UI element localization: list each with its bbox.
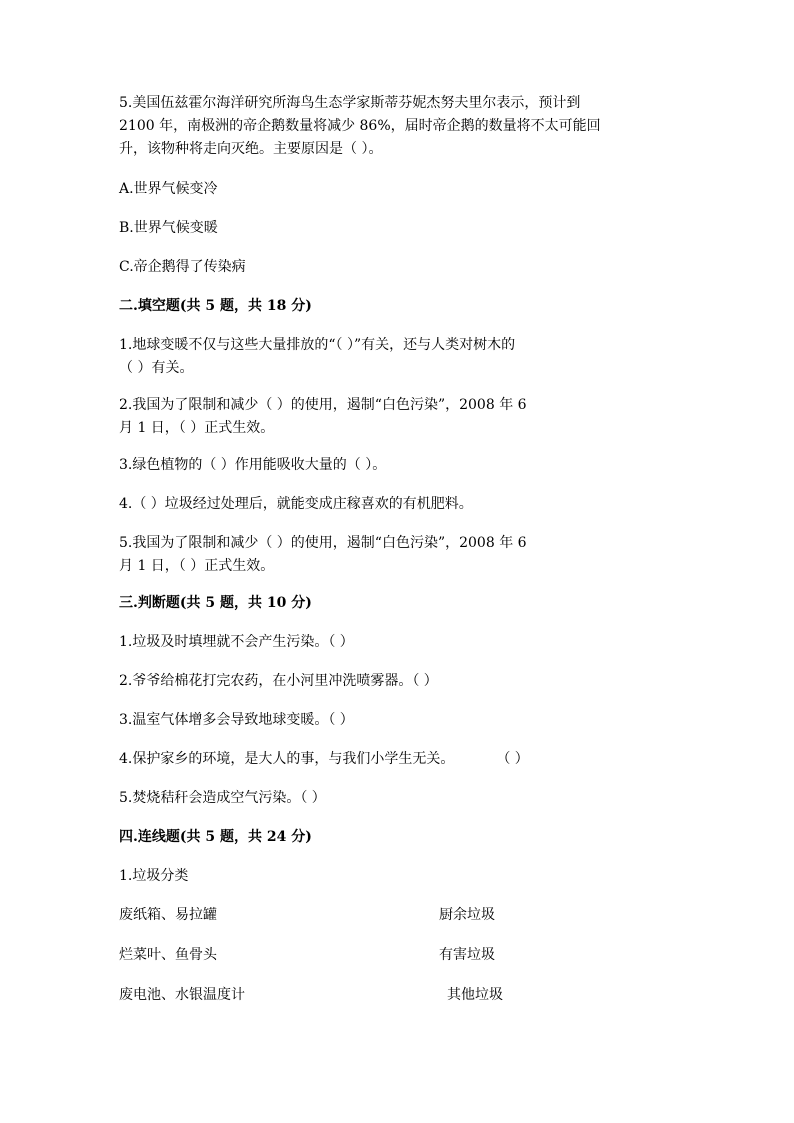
question-5-stem-line-1: 5.美国伍兹霍尔海洋研究所海鸟生态学家斯蒂芬妮杰努夫里尔表示，预计到 [119, 95, 581, 111]
exam-page [119, 92, 679, 1024]
judge-question-5: 5.焚烧秸秆会造成空气污染。（ ） [119, 790, 326, 806]
match-row [119, 984, 679, 1006]
match-right-item: 其他垃圾 [447, 987, 503, 1003]
match-right-item: 厨余垃圾 [439, 907, 495, 923]
section-2-heading: 二.填空题(共 5 题，共 18 分) [119, 298, 312, 314]
fill-question-5 [119, 532, 679, 578]
match-right-item: 有害垃圾 [439, 947, 495, 963]
judge-question-4-answer-paren: （ ） [496, 751, 529, 767]
fill-question-4: 4.（ ）垃圾经过处理后，就能变成庄稼喜欢的有机肥料。 [119, 496, 473, 512]
fill-question-2 [119, 394, 679, 440]
option-a: A.世界气候变冷 [119, 181, 218, 197]
match-left-item: 废纸箱、易拉罐 [119, 907, 217, 923]
fill-question-5-line-1: 5.我国为了限制和减少（ ）的使用，遏制“白色污染”，2008 年 6 [119, 535, 527, 551]
question-5-stem-line-3: 升，该物种将走向灭绝。主要原因是（ ）。 [119, 141, 383, 157]
fill-question-1 [119, 334, 679, 380]
fill-question-2-line-2: 月 1 日，（ ）正式生效。 [119, 420, 275, 436]
fill-question-2-line-1: 2.我国为了限制和减少（ ）的使用，遏制“白色污染”，2008 年 6 [119, 397, 527, 413]
match-row [119, 944, 679, 966]
judge-question-4 [119, 748, 679, 770]
section-3-heading: 三.判断题(共 5 题，共 10 分) [119, 595, 312, 611]
option-c: C.帝企鹅得了传染病 [119, 259, 246, 275]
fill-question-1-line-1: 1.地球变暖不仅与这些大量排放的“（ ）”有关，还与人类对树木的 [119, 337, 516, 353]
fill-question-1-line-2: （ ）有关。 [119, 360, 194, 376]
question-5-stem-line-2: 2100 年，南极洲的帝企鹅数量将减少 86%，届时帝企鹅的数量将不太可能回 [119, 118, 601, 134]
section-4-heading: 四.连线题(共 5 题，共 24 分) [119, 829, 312, 845]
fill-question-5-line-2: 月 1 日，（ ）正式生效。 [119, 558, 275, 574]
judge-question-4-text: 4.保护家乡的环境，是大人的事，与我们小学生无关。 [119, 751, 455, 767]
question-5-stem [119, 92, 649, 161]
match-left-item: 废电池、水银温度计 [119, 987, 245, 1003]
judge-question-1: 1.垃圾及时填埋就不会产生污染。（ ） [119, 634, 354, 650]
match-row [119, 904, 679, 926]
fill-question-3: 3.绿色植物的（ ）作用能吸收大量的（ ）。 [119, 457, 387, 473]
match-question-1-title: 1.垃圾分类 [119, 868, 189, 884]
judge-question-2: 2.爷爷给棉花打完农药，在小河里冲洗喷雾器。（ ） [119, 673, 438, 689]
judge-question-3: 3.温室气体增多会导致地球变暖。（ ） [119, 712, 354, 728]
match-left-item: 烂菜叶、鱼骨头 [119, 947, 217, 963]
option-b: B.世界气候变暖 [119, 220, 218, 236]
